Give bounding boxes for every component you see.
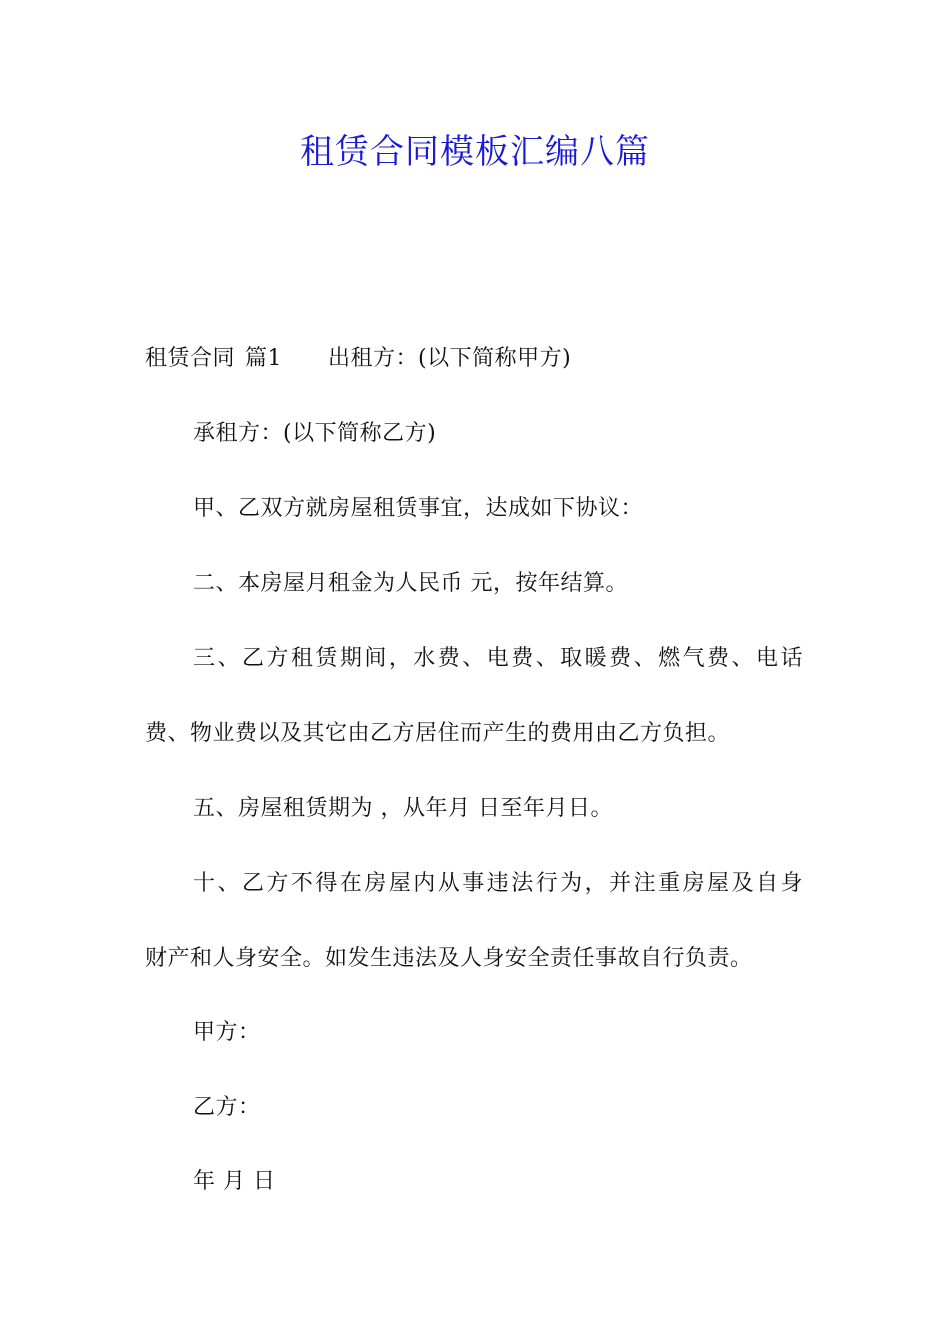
party-b-signature: 乙方： xyxy=(193,1095,261,1120)
agreement-line: 甲、乙双方就房屋租赁事宜，达成如下协议： xyxy=(193,496,644,521)
law-clause-line1: 十、乙方不得在房屋内从事违法行为，并注重房屋及自身 xyxy=(193,871,803,896)
lessor-line: 出租方：(以下简称甲方) xyxy=(328,346,572,371)
section-label: 租赁合同 xyxy=(145,346,236,371)
signature-date: 年 月 日 xyxy=(193,1169,276,1194)
party-a-signature: 甲方： xyxy=(193,1020,261,1045)
term-clause: 五、房屋租赁期为 ，从年月 日至年月日。 xyxy=(193,796,613,821)
fees-clause-line1: 三、乙方租赁期间，水费、电费、取暖费、燃气费、电话 xyxy=(193,646,803,671)
document-title: 租赁合同模板汇编八篇 xyxy=(300,132,650,172)
first-line xyxy=(145,344,571,374)
lessee-line: 承租方：(以下简称乙方) xyxy=(193,421,437,446)
rent-clause: 二、本房屋月租金为人民币 元，按年结算。 xyxy=(193,571,628,596)
law-clause-line2: 财产和人身安全。如发生违法及人身安全责任事故自行负责。 xyxy=(145,946,753,971)
chapter-label: 篇1 xyxy=(245,346,283,371)
fees-clause-line2: 费、物业费以及其它由乙方居住而产生的费用由乙方负担。 xyxy=(145,721,731,746)
